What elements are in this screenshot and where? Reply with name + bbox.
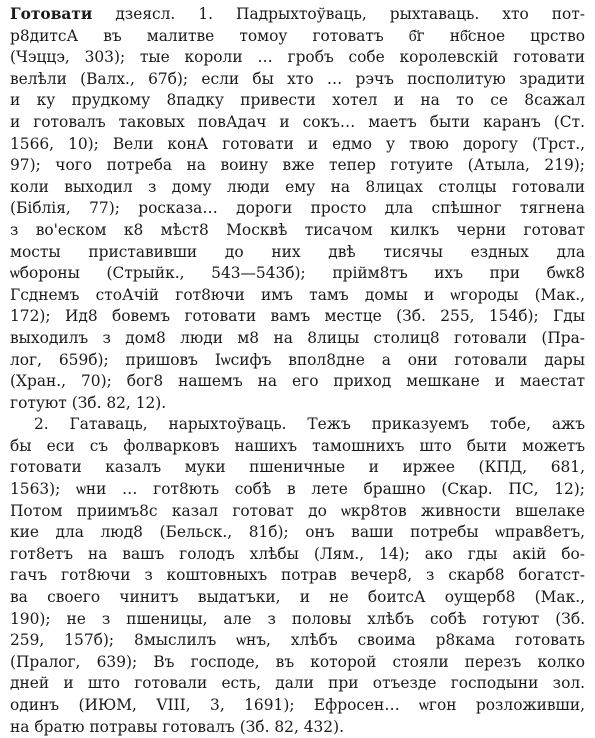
text-line: р8дитсА въ малитве томоу готоватъ б҃г нб҃сное црство [10, 26, 585, 45]
text-line: одинъ (ИЮМ, VIII, 3, 1691); Ефросен… ѡгон розложивши, [10, 696, 585, 714]
text-line: (Біблія, 77); росказа… дороги просто дла спѣшног тягнена [10, 199, 585, 218]
text-line: Гсднемъ стоАчій гот8ючи имъ тамъ домы и ѡгороды (Мак., [10, 285, 585, 304]
sense-2 [10, 414, 585, 738]
text-line: (Чэццэ, 303); тые короли … гробъ собе королевскій готовати [10, 48, 585, 67]
text-line: готуют (Зб. 82, 12). [10, 393, 167, 412]
text-line: ѡбороны (Стрыйк., 543—543б); прійм8тъ ихъ при бѡк8 [10, 264, 585, 283]
text-line: и готовалъ таковых повАдач и сокъ… маетъ быти каранъ (Ст. [10, 112, 585, 131]
text-line: 1563); ѡни … гот8ють собѣ в лете брашно (Скар. ПС, 12); [10, 480, 585, 499]
text-line: 97); чого потреба на воину вже тепер готуите (Атыла, 219); [10, 156, 585, 175]
text-line: готовати казалъ муки пшеничные и иржеe (КПД, 681, [10, 458, 585, 477]
text-line: Потом приимъ8с казал готоват до ѡкр8тов живности вшелаке [10, 501, 585, 520]
sense-1 [10, 4, 585, 414]
headword: Готовати [10, 5, 93, 23]
text-line: лог, 659б); пришовъ Іѡсифъ впол8дне а они готовали дары [10, 350, 585, 369]
text-line: 2. Гатаваць, нарыхтоўваць. Тежъ приказуемъ тобе, ажъ [34, 415, 585, 434]
text-line: ва своего чинитъ выдатъки, и не боитсА оущерб8 (Мак., [10, 588, 585, 607]
text-line: мосты приставивши до них двѣ тисячы ездных дла [10, 242, 585, 261]
text-line: 259, 157б); 8мыслилъ ѡнъ, хлѣбъ своима р8кама готовать [10, 631, 585, 650]
text-line: 190); не з пшеницы, але з половы хлѣбъ собѣ готуют (Зб. [10, 609, 585, 628]
text-line: коли выходил з дому люди ему на 8лицах столцы готовали [10, 177, 585, 196]
text-line: 172); Ид8 бовемъ готовати вамъ местце (Зб. 255, 154б); Гды [10, 307, 585, 326]
text-line: (Пралог, 639); Въ господе, въ которой стояли перезъ колко [10, 652, 585, 671]
text-line: гот8етъ на вашъ голодъ хлѣбы (Лям., 14); ако гды акій бо- [10, 544, 585, 563]
text-line: выходилъ з дом8 люди м8 на 8лицы столиц8 готовали (Пра- [10, 328, 585, 347]
text-line: бы еси съ фолварковъ нашихъ тамошнихъ што быти можетъ [10, 436, 585, 455]
text-line: велѣли (Валх., 67б); если бы хто … рэчъ посполитую зрадити [10, 69, 585, 88]
text-line: кие дла люд8 (Бельск., 81б); онъ ваши потребы ѡправ8етъ, [10, 523, 585, 542]
text-line: на братю потравы готовалъ (Зб. 82, 432). [10, 717, 344, 736]
text-line: гачъ гот8ючи з коштовныхъ потрав вечер8, з скарб8 богатст- [10, 566, 585, 585]
text-line: дней и што готовали есть, дали при отъезде господыни зол. [10, 674, 585, 693]
text-line: Готовати дзеясл. 1. Падрыхтоўваць, рыхтаваць. хто пот- [10, 5, 585, 23]
text-line: (Хран., 70); бог8 нашемъ на его приход мешкане и маестат [10, 372, 585, 391]
text-line: и ку прудкому 8падку привести хотел и на то се 8сажал [10, 91, 585, 110]
text-line: з во'еском к8 мѣст8 Москвѣ тисачом килкъ черни готоват [10, 220, 585, 239]
text-line: 1566, 10); Вели конА готовати и едмо у твою дорогу (Трст., [10, 134, 585, 153]
